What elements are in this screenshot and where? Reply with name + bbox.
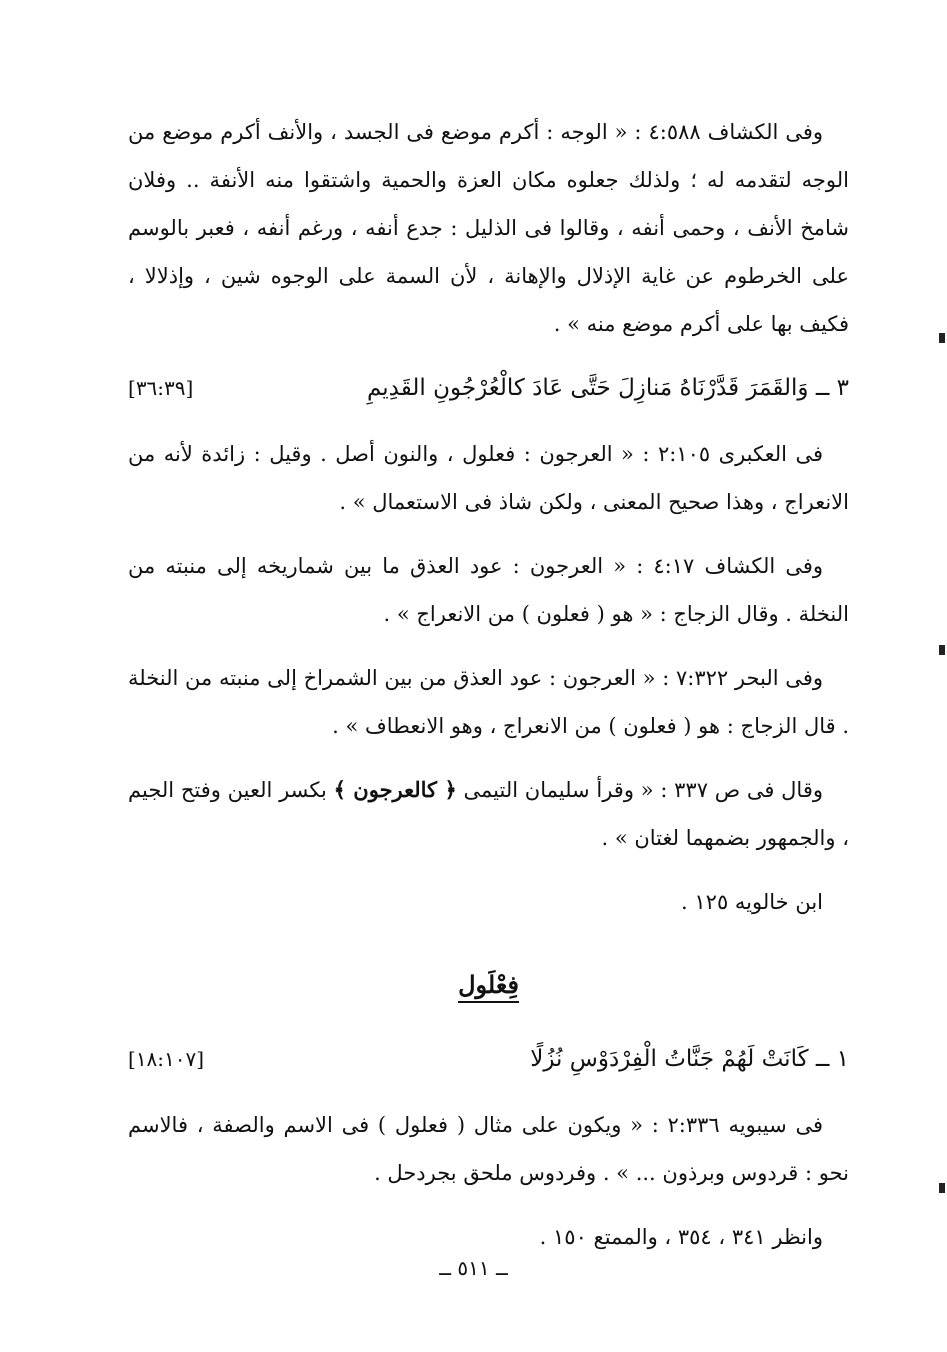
qiraa-bold-word: ﴿ كالعرجون ﴾: [333, 777, 457, 802]
page-number: ــ ٥١١ ــ: [439, 1256, 508, 1280]
verse-text: ١ ــ كَانَتْ لَهُمْ جَنَّاتُ الْفِرْدَوْسِ نُزُلًا: [530, 1046, 849, 1072]
paragraph-qiraa: [128, 766, 849, 862]
paragraph-sibawayh: فى سيبويه ٢:٣٣٦ : « ويكون على مثال ( فعلول ) فى الاسم والصفة ، فالاسم نحو : قردوس وبرذون ... » . وفردوس ملحق بجردحل .: [128, 1113, 849, 1185]
qiraa-after: بكسر العين وفتح الجيم ، والجمهور بضمهما لغتان » .: [128, 778, 849, 850]
paragraph-ibn-khalawayh: ابن خالويه ١٢٥ .: [681, 890, 823, 914]
margin-mark: [939, 1183, 945, 1193]
paragraph-bahr: وفى البحر ٧:٣٢٢ : « العرجون : عود العذق من بين الشمراخ إلى منبته من النخلة . قال الزجاج : هو ( فعلون ) من الانعراج ، وهو الانعطاف » .: [128, 666, 849, 738]
verse-reference: [٣٦:٣٩]: [128, 376, 194, 400]
verse-text: ٣ ــ وَالقَمَرَ قَدَّرْنَاهُ مَنازِلَ حَتَّى عَادَ كالْعُرْجُونِ القَدِيمِ: [366, 375, 849, 401]
paragraph-kashshaf-nose: وفى الكشاف ٤:٥٨٨ : « الوجه : أكرم موضع فى الجسد ، والأنف أكرم موضع من الوجه لتقدمه له ؛ ولذلك جعلوه مكان العزة والحمية واشتقوا منه الأنفة .. وفلان شامخ الأنف ، وحمى أنفه ، وقالوا فى الذليل : جدع أنفه ، ورغم أنفه ، فعبر بالوسم على الخرطوم عن غاية الإذلال والإهانة ، لأن السمة على الوجوه شين ، وإذلالا ، فكيف بها على أكرم موضع منه » .: [128, 120, 849, 336]
section-heading-text: فِعْلَول: [458, 970, 519, 1003]
paragraph-kashshaf-urjun: وفى الكشاف ٤:١٧ : « العرجون : عود العذق ما بين شماريخه إلى منبته من النخلة . وقال الزجاج : « هو ( فعلون ) من الانعراج » .: [128, 554, 849, 626]
verse-al-kahf: [128, 1035, 849, 1083]
verse-reference: [١٨:١٠٧]: [128, 1047, 205, 1071]
qiraa-before: وقال فى ص ٣٣٧ : « وقرأ سليمان التيمى: [456, 778, 824, 802]
verse-al-qamar: [128, 364, 849, 412]
margin-mark: [939, 645, 945, 655]
section-heading: [128, 970, 849, 999]
paragraph-ukbari: فى العكبرى ٢:١٠٥ : « العرجون : فعلول ، والنون أصل . وقيل : زائدة لأنه من الانعراج ، وهذا صحيح المعنى ، ولكن شاذ فى الاستعمال » .: [128, 442, 849, 514]
margin-mark: [939, 333, 945, 343]
paragraph-see-also: وانظر ٣٤١ ، ٣٥٤ ، والممتع ١٥٠ .: [539, 1225, 823, 1249]
